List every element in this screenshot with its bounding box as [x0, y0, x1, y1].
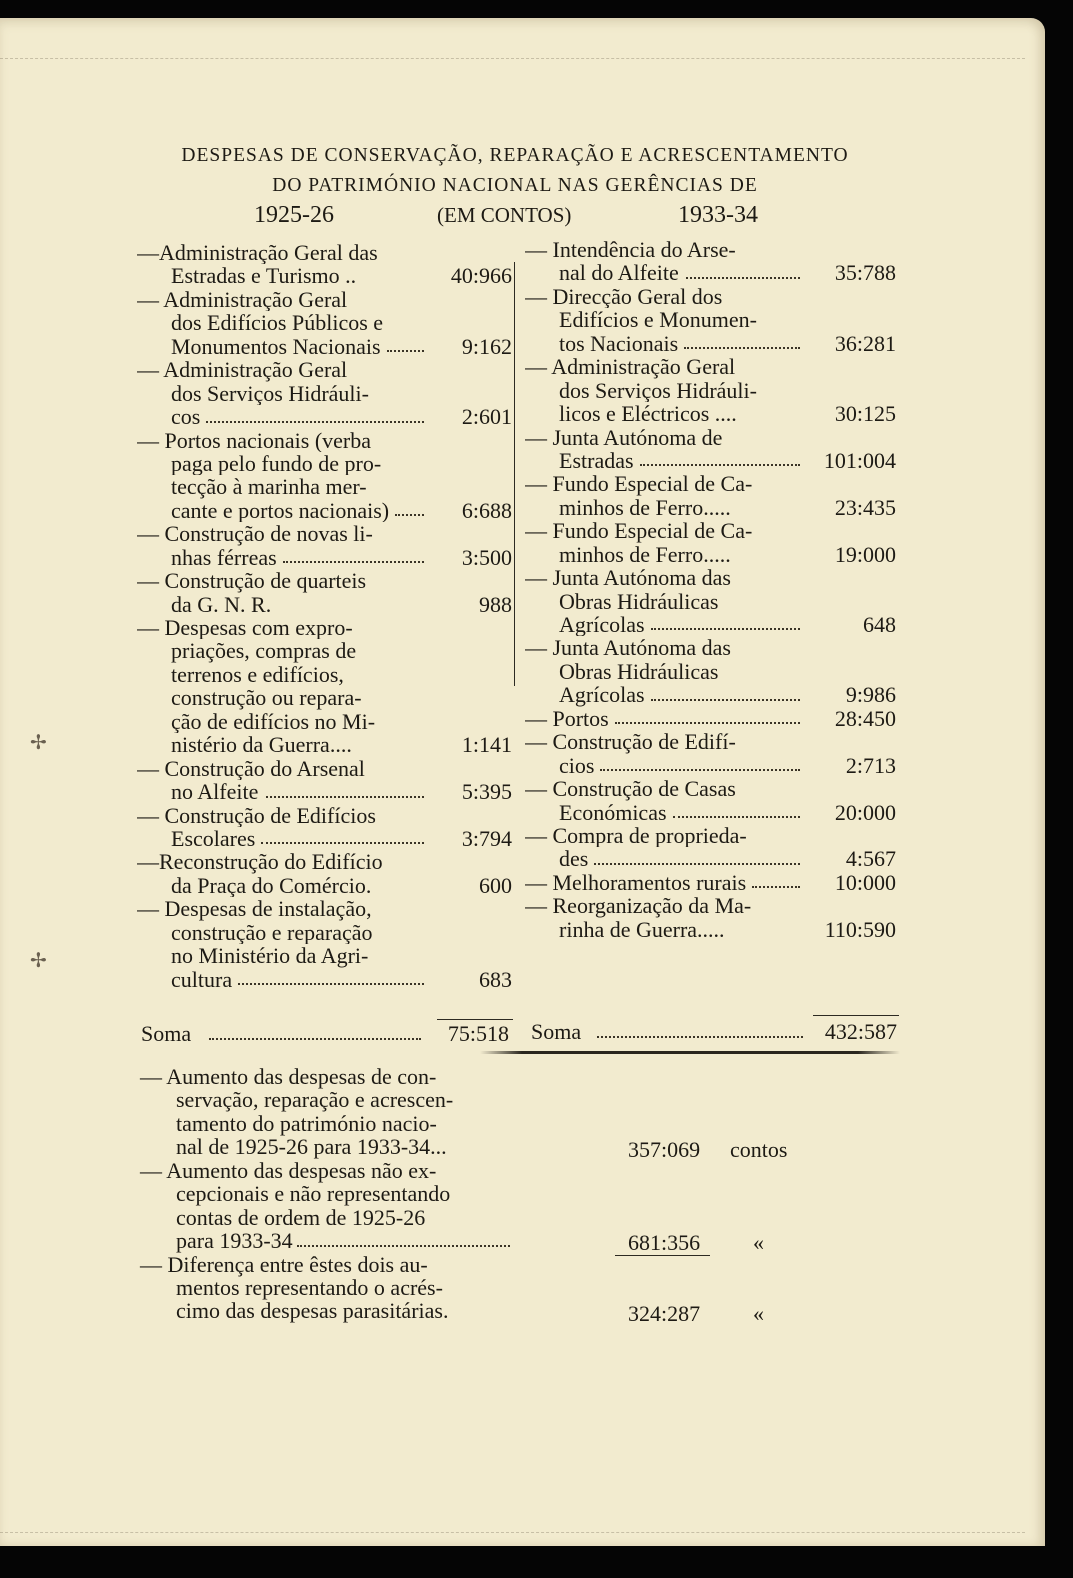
entry-text: tos Nacionais [559, 331, 679, 356]
entry-line [137, 522, 516, 545]
entry-line [137, 944, 516, 967]
entry-line [137, 429, 516, 452]
entry-value: 10:000 [834, 870, 896, 895]
summary-text: — Aumento das despesas não ex- [140, 1157, 437, 1183]
right-sum-label: Soma [531, 1019, 582, 1044]
entry-text: Económicas [559, 800, 667, 824]
entry-value: 9:986 [845, 683, 896, 707]
entry-line [525, 801, 900, 824]
entry-text: Obras Hidráulicas [559, 589, 719, 613]
entry-line [137, 499, 516, 522]
summary-text: mentos representando o acrés- [176, 1274, 443, 1300]
entry-line [525, 496, 900, 519]
summary-unit: « [753, 1301, 764, 1326]
entry-line [525, 636, 900, 659]
entry-line [137, 639, 516, 662]
entry-value: 110:590 [824, 917, 896, 942]
leader-dots [387, 349, 424, 352]
entry-line [525, 683, 900, 706]
entry-text: minhos de Ferro..... [559, 495, 731, 520]
entry-line [137, 593, 516, 616]
entry-line [137, 921, 516, 944]
entry-line [525, 261, 900, 284]
leader-dots [615, 721, 800, 724]
entry-text: — Melhoramentos rurais [525, 870, 747, 895]
entry-text: — Administração Geral [525, 355, 736, 379]
summary-line [140, 1253, 900, 1276]
leader-dots [594, 862, 800, 865]
leader-dots [206, 420, 424, 423]
entry-line [525, 590, 900, 613]
entry-value: 4:567 [845, 847, 896, 871]
entry-line [525, 918, 900, 941]
entry-text: Agrícolas [559, 613, 645, 637]
entry-text: cultura [171, 967, 233, 991]
entry-line [525, 402, 900, 425]
entry-value: 36:281 [834, 331, 896, 356]
entry-line [525, 613, 900, 636]
right-sum-rule [813, 1015, 899, 1016]
summary-unit: contos [730, 1137, 788, 1162]
entry-line [137, 241, 516, 264]
entry-text: cios [559, 753, 595, 778]
leader-dots [283, 560, 424, 563]
right-sum-leader [597, 1035, 803, 1038]
entry-text: ção de edifícios no Mi- [171, 709, 376, 734]
entry-line [525, 871, 900, 894]
entry-line [137, 405, 516, 428]
entry-value: 6:688 [461, 498, 512, 523]
entry-text: no Alfeite [171, 780, 259, 804]
entry-text: — Construção do Arsenal [137, 756, 365, 781]
entry-text: — Fundo Especial de Ca- [525, 519, 753, 543]
entry-text: dos Serviços Hidráuli- [171, 381, 369, 406]
entry-line [137, 897, 516, 920]
leader-dots [684, 346, 800, 349]
summary-text: servação, reparação e acrescen- [176, 1087, 454, 1113]
entry-line [525, 449, 900, 472]
leader-dots [238, 982, 424, 985]
summary-line [140, 1299, 900, 1322]
entry-line [525, 894, 900, 917]
year-right: 1933-34 [678, 202, 758, 228]
right-column [525, 238, 900, 941]
summary-text: para 1933-34 [176, 1228, 293, 1254]
entry-line [137, 874, 516, 897]
page-edge-bottom [0, 1532, 1025, 1534]
entry-text: no Ministério da Agri- [171, 944, 369, 968]
entry-value: 19:000 [834, 542, 896, 567]
entry-value: 988 [479, 592, 512, 616]
entry-text: rinha de Guerra..... [559, 917, 725, 942]
entry-line [137, 335, 516, 358]
entry-text: — Administração Geral [137, 358, 348, 382]
summary-line [140, 1229, 900, 1252]
entry-value: 1:141 [461, 733, 512, 757]
left-sum-leader [209, 1037, 421, 1040]
entry-line [137, 358, 516, 381]
entry-line [137, 850, 516, 873]
entry-text: Edifícios e Monumen- [559, 308, 757, 332]
entry-line [525, 847, 900, 870]
entry-line [525, 379, 900, 402]
entry-line [137, 710, 516, 733]
summary-text: nal de 1925-26 para 1933-34... [176, 1134, 447, 1160]
summary-line [140, 1276, 900, 1299]
entry-line [525, 543, 900, 566]
entry-text: — Junta Autónoma das [525, 566, 731, 590]
entry-text: — Construção de quarteis [137, 569, 367, 593]
entry-value: 648 [863, 613, 896, 637]
entry-value: 2:601 [461, 405, 512, 429]
entry-text: — Junta Autónoma de [525, 425, 723, 449]
entry-text: — Direcção Geral dos [525, 284, 723, 309]
entry-value: 30:125 [834, 402, 896, 426]
entry-line [137, 382, 516, 405]
entry-line [137, 804, 516, 827]
entry-line [137, 686, 516, 709]
entry-text: Obras Hidráulicas [559, 659, 719, 684]
entry-line [137, 475, 516, 498]
leader-dots [640, 463, 800, 466]
entry-value: 28:450 [834, 706, 896, 731]
margin-mark-1: ✢ [30, 732, 47, 754]
leader-dots [261, 841, 424, 844]
entry-value: 40:966 [450, 264, 512, 288]
summary-text: — Diferença entre êstes dois au- [140, 1251, 428, 1277]
summary-line [140, 1088, 900, 1111]
entry-line [525, 519, 900, 542]
left-column [137, 241, 516, 991]
entry-line [137, 757, 516, 780]
margin-mark-2: ✢ [30, 950, 47, 972]
summary-text: tamento do património nacio- [176, 1110, 437, 1136]
title-line-2: DO PATRIMÓNIO NACIONAL NAS GERÊNCIAS DE [272, 175, 758, 196]
entry-line [525, 707, 900, 730]
entry-text: construção e reparação [171, 920, 373, 945]
entry-line [525, 777, 900, 800]
leader-dots [752, 885, 800, 888]
right-sum-value: 432:587 [824, 1019, 897, 1044]
entry-line [137, 780, 516, 803]
entry-value: 101:004 [823, 448, 896, 473]
entry-line [525, 754, 900, 777]
leader-dots [266, 795, 424, 798]
entry-line [525, 426, 900, 449]
entry-line [525, 285, 900, 308]
entry-text: — Portos nacionais (verba [137, 428, 371, 452]
entry-line [525, 730, 900, 753]
entry-line [137, 569, 516, 592]
entry-text: da Praça do Comércio. [171, 873, 372, 898]
entry-text: — Fundo Especial de Ca- [525, 472, 753, 496]
title-line-1: DESPESAS DE CONSERVAÇÃO, REPARAÇÃO E ACRESCENTAMENTO [181, 145, 849, 166]
entry-text: — Despesas com expro- [137, 616, 353, 640]
entry-text: nistério da Guerra.... [171, 733, 352, 757]
entry-text: dos Edifícios Públicos e [171, 311, 384, 335]
left-sum-row [141, 1021, 513, 1047]
entry-text: tecção à marinha mer- [171, 475, 367, 499]
entry-text: Monumentos Nacionais [171, 334, 381, 359]
entry-value: 683 [479, 967, 512, 991]
entry-line [137, 827, 516, 850]
column-divider [514, 262, 515, 686]
summary-line [140, 1182, 900, 1205]
summary-line [140, 1112, 900, 1135]
left-sum-rule [437, 1019, 513, 1020]
leader-dots [651, 627, 800, 630]
entry-value: 3:500 [461, 545, 512, 570]
year-left: 1925-26 [254, 202, 334, 228]
entry-line [525, 566, 900, 589]
leader-dots [297, 1244, 510, 1247]
entry-value: 9:162 [461, 334, 512, 359]
summary-block [140, 1065, 900, 1323]
entry-text: nal do Alfeite [559, 261, 679, 285]
entry-text: — Construção de Casas [525, 777, 736, 801]
entry-text: paga pelo fundo de pro- [171, 451, 382, 476]
left-sum-label: Soma [141, 1021, 192, 1046]
entry-line [137, 733, 516, 756]
entry-value: 3:794 [461, 826, 512, 851]
entry-text: — Reorganização da Ma- [525, 894, 752, 918]
entry-line [525, 355, 900, 378]
entry-line [525, 660, 900, 683]
entry-text: — Despesas de instalação, [137, 897, 372, 921]
summary-text: contas de ordem de 1925-26 [176, 1204, 426, 1230]
entry-value: 23:435 [834, 495, 896, 520]
leader-dots [600, 768, 800, 771]
summary-line [140, 1206, 900, 1229]
entry-text: — Compra de proprieda- [525, 823, 747, 848]
entry-text: cos [171, 405, 201, 429]
entry-text: — Intendência do Arse- [525, 238, 736, 262]
entry-line [137, 616, 516, 639]
entry-text: — Junta Autónoma das [525, 636, 731, 660]
entry-value: 2:713 [845, 753, 896, 778]
entry-line [137, 264, 516, 287]
entry-text: Agrícolas [559, 683, 645, 707]
units-label: (EM CONTOS) [437, 203, 572, 227]
entry-text: — Construção de Edifí- [525, 730, 736, 754]
entry-text: —Administração Geral das [137, 241, 378, 265]
entry-text: nhas férreas [171, 545, 277, 570]
entry-text: licos e Eléctricos .... [559, 402, 737, 426]
summary-unit: « [753, 1230, 764, 1255]
entry-text: — Administração Geral [137, 287, 348, 312]
entry-line [137, 968, 516, 991]
entry-value: 600 [479, 873, 512, 898]
summary-amount: 357:069 [628, 1137, 701, 1162]
entry-line [137, 452, 516, 475]
entry-text: terrenos e edifícios, [171, 662, 344, 687]
entry-value: 35:788 [834, 261, 896, 285]
summary-amount: 681:356 [628, 1230, 701, 1255]
entry-value: 5:395 [461, 780, 512, 804]
entry-line [525, 332, 900, 355]
entry-value: 20:000 [834, 800, 896, 824]
entry-text: des [559, 847, 589, 871]
entry-line [525, 472, 900, 495]
entry-line [137, 663, 516, 686]
entry-line [137, 311, 516, 334]
page-edge-top [0, 58, 1025, 60]
entry-text: — Construção de novas li- [137, 522, 373, 546]
entry-line [525, 238, 900, 261]
entry-text: priações, compras de [171, 639, 357, 663]
entry-line [137, 546, 516, 569]
entry-line [525, 824, 900, 847]
entry-text: construção ou repara- [171, 686, 362, 710]
entry-text: — Construção de Edifícios [137, 803, 376, 827]
entry-text: cante e portos nacionais) [171, 498, 390, 523]
leader-dots [651, 698, 800, 701]
leader-dots [673, 815, 800, 818]
summary-text: cimo das despesas parasitárias. [176, 1298, 449, 1324]
leader-dots [686, 276, 800, 279]
entry-line [137, 288, 516, 311]
leader-dots [395, 513, 424, 516]
entry-text: Escolares [171, 826, 256, 851]
entry-text: da G. N. R. [171, 592, 272, 616]
entry-line [525, 308, 900, 331]
entry-text: — Portos [525, 706, 609, 731]
entry-text: Estradas e Turismo .. [171, 264, 357, 288]
summary-amount: 324:287 [628, 1301, 701, 1326]
summary-text: cepcionais e não representando [176, 1181, 451, 1207]
summary-text: — Aumento das despesas de con- [140, 1064, 437, 1089]
summary-line [140, 1065, 900, 1088]
entry-text: dos Serviços Hidráuli- [559, 378, 757, 403]
section-rule [480, 1051, 900, 1054]
entry-text: Estradas [559, 448, 634, 473]
entry-text: —Reconstrução do Edifício [137, 850, 383, 874]
right-sum-row [531, 1019, 901, 1045]
entry-text: minhos de Ferro..... [559, 542, 731, 567]
left-sum-value: 75:518 [447, 1021, 509, 1046]
